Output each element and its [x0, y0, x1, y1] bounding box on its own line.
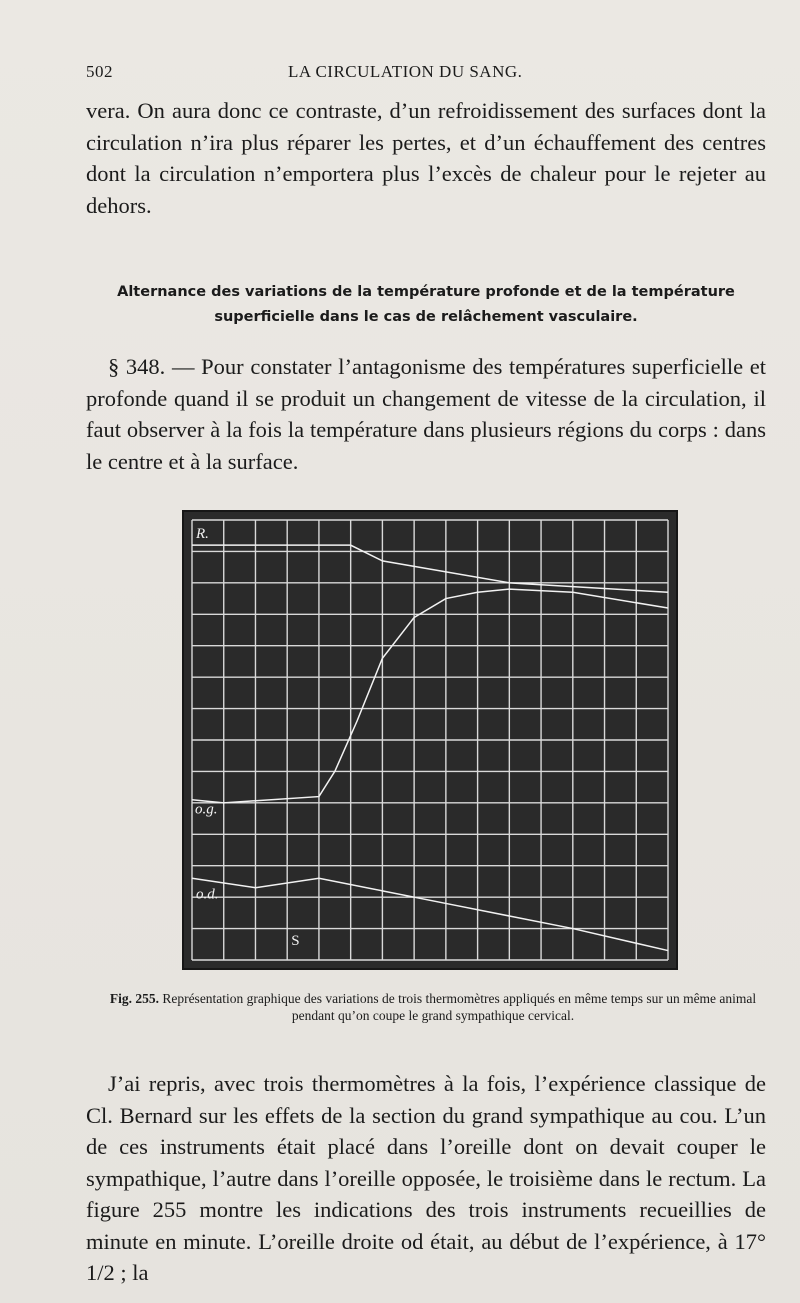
paragraph-3-text: J’ai repris, avec trois thermomètres à la fois, l’expérience classique de Cl. Bernard sur les effets de la section du grand sympathique au cou. L’un de ces instruments était placé dans l’oreille dont on devait couper le sympathique, l’autre dans l’oreille opposée, le troisième dans le rectum. La figure 255 montre les indications des trois instruments recueillies de minute en minute. L’oreille droite od était, au début de l’expérience, à 17° 1/2 ; la — [86, 1071, 766, 1285]
running-head — [86, 62, 766, 86]
section-marker-label: S — [291, 933, 300, 950]
figure-caption-label: Fig. 255. — [109, 991, 159, 1006]
series-label-2: o.g. — [195, 801, 218, 818]
section-heading: Alternance des variations de la température profonde et de la température superficielle dans le cas de relâchement vasculaire. — [117, 284, 735, 325]
series-line-3 — [192, 878, 668, 950]
paragraph-1 — [86, 95, 766, 221]
paragraph-2-text: § 348. — Pour constater l’antagonisme des températures superficielle et profonde quand il se produit un changement de vitesse de la circulation, il faut observer à la fois la température dans plusieurs régions du corps : dans le centre et à la surface. — [86, 354, 766, 474]
figure-caption — [100, 990, 766, 1024]
series-label-1: R. — [196, 526, 209, 543]
figure-255 — [182, 510, 678, 970]
series-line-1 — [192, 545, 668, 592]
chart-grid — [192, 520, 668, 960]
page-number: 502 — [86, 62, 113, 81]
paragraph-2 — [86, 351, 766, 477]
temperature-chart — [184, 512, 676, 968]
running-title: LA CIRCULATION DU SANG. — [288, 62, 523, 81]
series-label-3: o.d. — [196, 886, 219, 903]
paragraph-1-text: vera. On aura donc ce contraste, d’un refroidissement des surfaces dont la circulation n’ira plus réparer les pertes, et d’un échauffement des centres dont la circulation n’emportera plus l’excès de chaleur pour le rejeter au dehors. — [86, 98, 766, 218]
paragraph-3 — [86, 1068, 766, 1289]
figure-caption-text: Représentation graphique des variations de trois thermomètres appliqués en même temps sur un même animal pendant qu’on coupe le grand sympathique cervical. — [162, 991, 757, 1023]
